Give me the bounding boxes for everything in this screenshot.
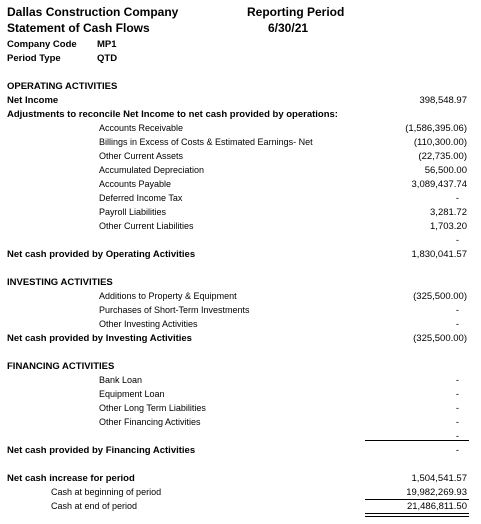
fin-item-value: - xyxy=(455,375,459,386)
cash-end-value: 21,486,811.50 xyxy=(406,501,467,512)
inv-item-value: - xyxy=(455,319,459,330)
op-item-value: (22,735.00) xyxy=(418,151,467,162)
inv-item-label: Other Investing Activities xyxy=(99,319,198,329)
financing-total-value: - xyxy=(455,445,459,456)
op-item-label: Accumulated Depreciation xyxy=(99,165,205,175)
period-type-value: QTD xyxy=(97,53,118,64)
op-item-label: Deferred Income Tax xyxy=(99,193,183,203)
op-item-value: (1,586,395.06) xyxy=(405,123,467,134)
inv-item-value: - xyxy=(455,305,459,316)
fin-item-value: - xyxy=(455,417,459,428)
net-income-label: Net Income xyxy=(7,95,59,106)
fin-blank-value: - xyxy=(455,431,459,442)
op-item-label: Accounts Payable xyxy=(99,179,172,189)
op-item-value: - xyxy=(455,193,459,204)
cash-end-double-rule xyxy=(365,513,469,517)
fin-item-label: Other Financing Activities xyxy=(99,417,201,427)
fin-item-value: - xyxy=(455,389,459,400)
fin-item-label: Other Long Term Liabilities xyxy=(99,403,206,413)
fin-item-label: Bank Loan xyxy=(99,375,143,385)
inv-item-value: (325,500.00) xyxy=(413,291,467,302)
op-item-label: Other Current Liabilities xyxy=(99,221,194,231)
financing-heading: FINANCING ACTIVITIES xyxy=(7,361,115,372)
op-item-label: Accounts Receivable xyxy=(99,123,184,133)
cash-beginning-value: 19,982,269.93 xyxy=(406,487,467,498)
operating-heading: OPERATING ACTIVITIES xyxy=(7,81,118,92)
op-item-value: 3,281.72 xyxy=(430,207,467,218)
investing-heading: INVESTING ACTIVITIES xyxy=(7,277,113,288)
cash-beginning-label: Cash at beginning of period xyxy=(51,487,162,497)
company-code-value: MP1 xyxy=(97,39,117,50)
op-item-label: Payroll Liabilities xyxy=(99,207,167,217)
operating-total-value: 1,830,041.57 xyxy=(411,249,467,260)
op-item-value: 3,089,437.74 xyxy=(411,179,467,190)
investing-total-label: Net cash provided by Investing Activities xyxy=(7,333,192,344)
period-type-label: Period Type xyxy=(7,53,61,64)
operating-total-label: Net cash provided by Operating Activities xyxy=(7,249,196,260)
adjustments-label: Adjustments to reconcile Net Income to net cash provided by operations: xyxy=(7,109,338,120)
op-item-value: 1,703.20 xyxy=(430,221,467,232)
investing-total-value: (325,500.00) xyxy=(413,333,467,344)
net-income-value: 398,548.97 xyxy=(419,95,467,106)
op-item-value: 56,500.00 xyxy=(424,165,467,176)
statement-title: Statement of Cash Flows xyxy=(7,21,150,35)
inv-item-label: Purchases of Short-Term Investments xyxy=(99,305,250,315)
op-item-label: Billings in Excess of Costs & Estimated Earnings- Net xyxy=(99,137,313,147)
op-item-label: Other Current Assets xyxy=(99,151,184,161)
cash-end-label: Cash at end of period xyxy=(51,501,138,511)
net-increase-label: Net cash increase for period xyxy=(7,473,135,484)
cash-beginning-rule xyxy=(365,499,469,500)
fin-item-label: Equipment Loan xyxy=(99,389,165,399)
net-increase-value: 1,504,541.57 xyxy=(411,473,467,484)
financing-subtotal-rule xyxy=(365,440,469,441)
company-code-label: Company Code xyxy=(7,39,77,50)
reporting-period-label: Reporting Period xyxy=(247,5,345,19)
op-blank-value: - xyxy=(455,235,459,246)
company-name: Dallas Construction Company xyxy=(7,5,179,19)
op-item-value: (110,300.00) xyxy=(413,137,467,148)
inv-item-label: Additions to Property & Equipment xyxy=(99,291,237,301)
financing-total-label: Net cash provided by Financing Activities xyxy=(7,445,196,456)
fin-item-value: - xyxy=(455,403,459,414)
reporting-period-value: 6/30/21 xyxy=(268,21,309,35)
